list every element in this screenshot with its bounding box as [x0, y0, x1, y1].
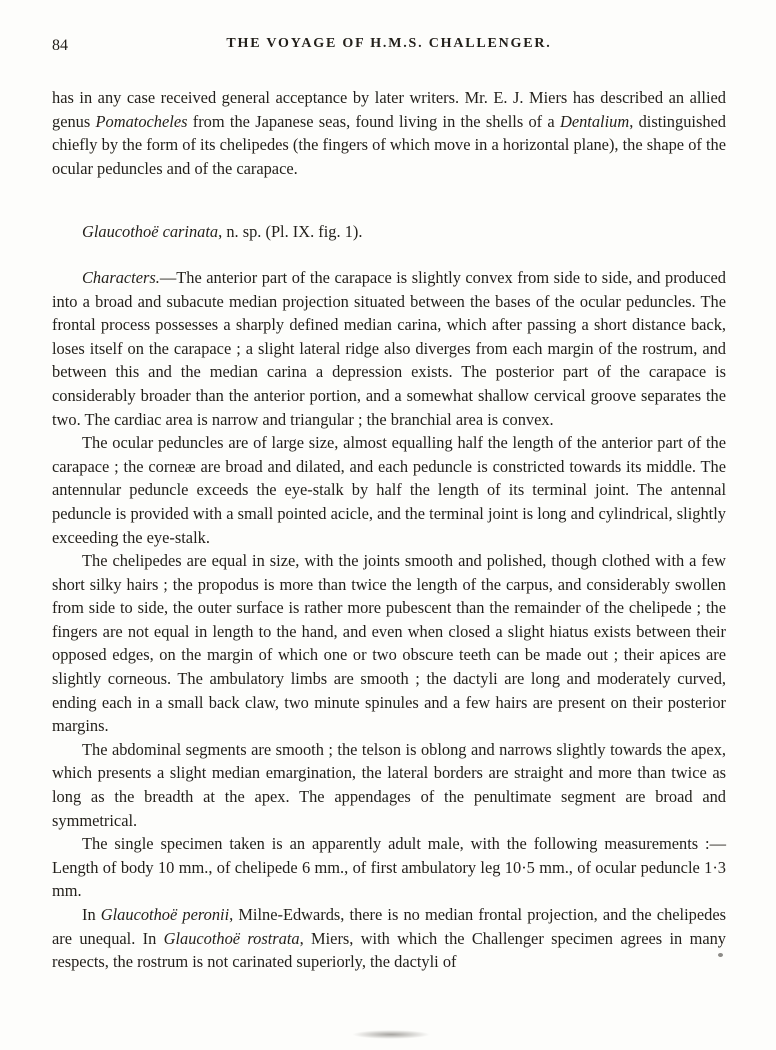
text-run: The abdominal segments are smooth ; the telson is oblong and narrows slightly towards the apex, which presents a slight median emargination, the lateral borders are straight and more than twice as long as the breadth at the apex. The appendages of the penultimate segment are broad and symmetrical.: [52, 739, 726, 830]
page-body: [52, 86, 726, 974]
italic-text-run: Glaucothoë peronii: [100, 905, 230, 924]
text-run: , Miers, with which the Challenger specimen agrees in many respects, the rostrum is not carinated superiorly, the dactyli of: [52, 928, 726, 972]
text-run: , distinguished chiefly by the form of its chelipedes (the fingers of which move in a horizontal plane), the shape of the ocular peduncles and of the carapace.: [52, 111, 726, 178]
italic-text-run: Glaucothoë carinata: [82, 222, 219, 242]
paragraph-chelipedes: [52, 549, 726, 738]
text-run: —The anterior part of the carapace is slightly convex from side to side, and produced into a broad and subacute median projection situated between the bases of the ocular peduncles. The frontal process possesses a sharply defined median carina, which after passing a short distance back, loses itself on the carapace ; a slight lateral ridge also diverges from each margin of the rostrum, and between this and the median carina a depression exists. The posterior part of the carapace is considerably broader than the anterior portion, and a somewhat shallow cervical groove separates the two. The cardiac area is narrow and triangular ; the branchial area is convex.: [52, 267, 726, 429]
page-header: [52, 36, 726, 58]
text-run: The chelipedes are equal in size, with the joints smooth and polished, though clothed with a few short silky hairs ; the propodus is more than twice the length of the carpus, and considerably swollen from side to side, the outer surface is rather more pubescent than the remainder of the chelipede ; the fingers are not equal in length to the hand, and even when closed a slight hiatus exists between their opposed edges, on the margin of which one or two obscure teeth can be made out ; their apices are slightly corneous. The ambulatory limbs are smooth ; the dactyli are long and moderately curved, ending each in a small back claw, two minute spinules and a few hairs are present on their posterior margins.: [52, 551, 726, 736]
text-run: , n. sp. (Pl. IX. fig. 1).: [218, 222, 363, 242]
italic-text-run: Pomatocheles: [95, 111, 188, 131]
paragraph-intro-continuation: [52, 86, 726, 180]
text-run: The ocular peduncles are of large size, almost equalling half the length of the anterior part of the carapace ; the corneæ are broad and dilated, and each peduncle is constricted towards its middle. The antennular peduncle exceeds the eye-stalk by half the length of its terminal joint. The antennal peduncle is provided with a small pointed acicle, and the terminal joint is long and cylindrical, slightly exceeding the eye-stalk.: [52, 433, 726, 547]
paragraph-ocular-peduncles: [52, 431, 726, 549]
page-number: 84: [52, 37, 68, 54]
italic-text-run: Glaucothoë rostrata: [163, 928, 300, 948]
italic-text-run: Characters.: [82, 267, 160, 287]
text-run: In: [82, 905, 101, 924]
paragraph-comparison: [52, 903, 726, 974]
paragraph-abdominal-segments: [52, 738, 726, 832]
species-heading: [52, 220, 726, 244]
running-title: THE VOYAGE OF H.M.S. CHALLENGER.: [226, 36, 552, 51]
paragraph-measurements: [52, 832, 726, 903]
text-run: has in any case received general acceptance by later writers. Mr. E. J. Miers has described an allied genus: [52, 88, 726, 131]
text-run: , Milne-Edwards, there is no median frontal projection, and the chelipedes are unequal. In: [52, 905, 726, 948]
italic-text-run: Dentalium: [559, 111, 630, 131]
paragraph-characters: [52, 266, 726, 431]
scan-artifact-smudge: [352, 1030, 430, 1039]
text-run: from the Japanese seas, found living in the shells of a: [187, 111, 560, 131]
text-run: The single specimen taken is an apparently adult male, with the following measurements :—Length of body 10 mm., of chelipede 6 mm., of first ambulatory leg 10·5 mm., of ocular peduncle 1·3 mm.: [52, 834, 726, 901]
